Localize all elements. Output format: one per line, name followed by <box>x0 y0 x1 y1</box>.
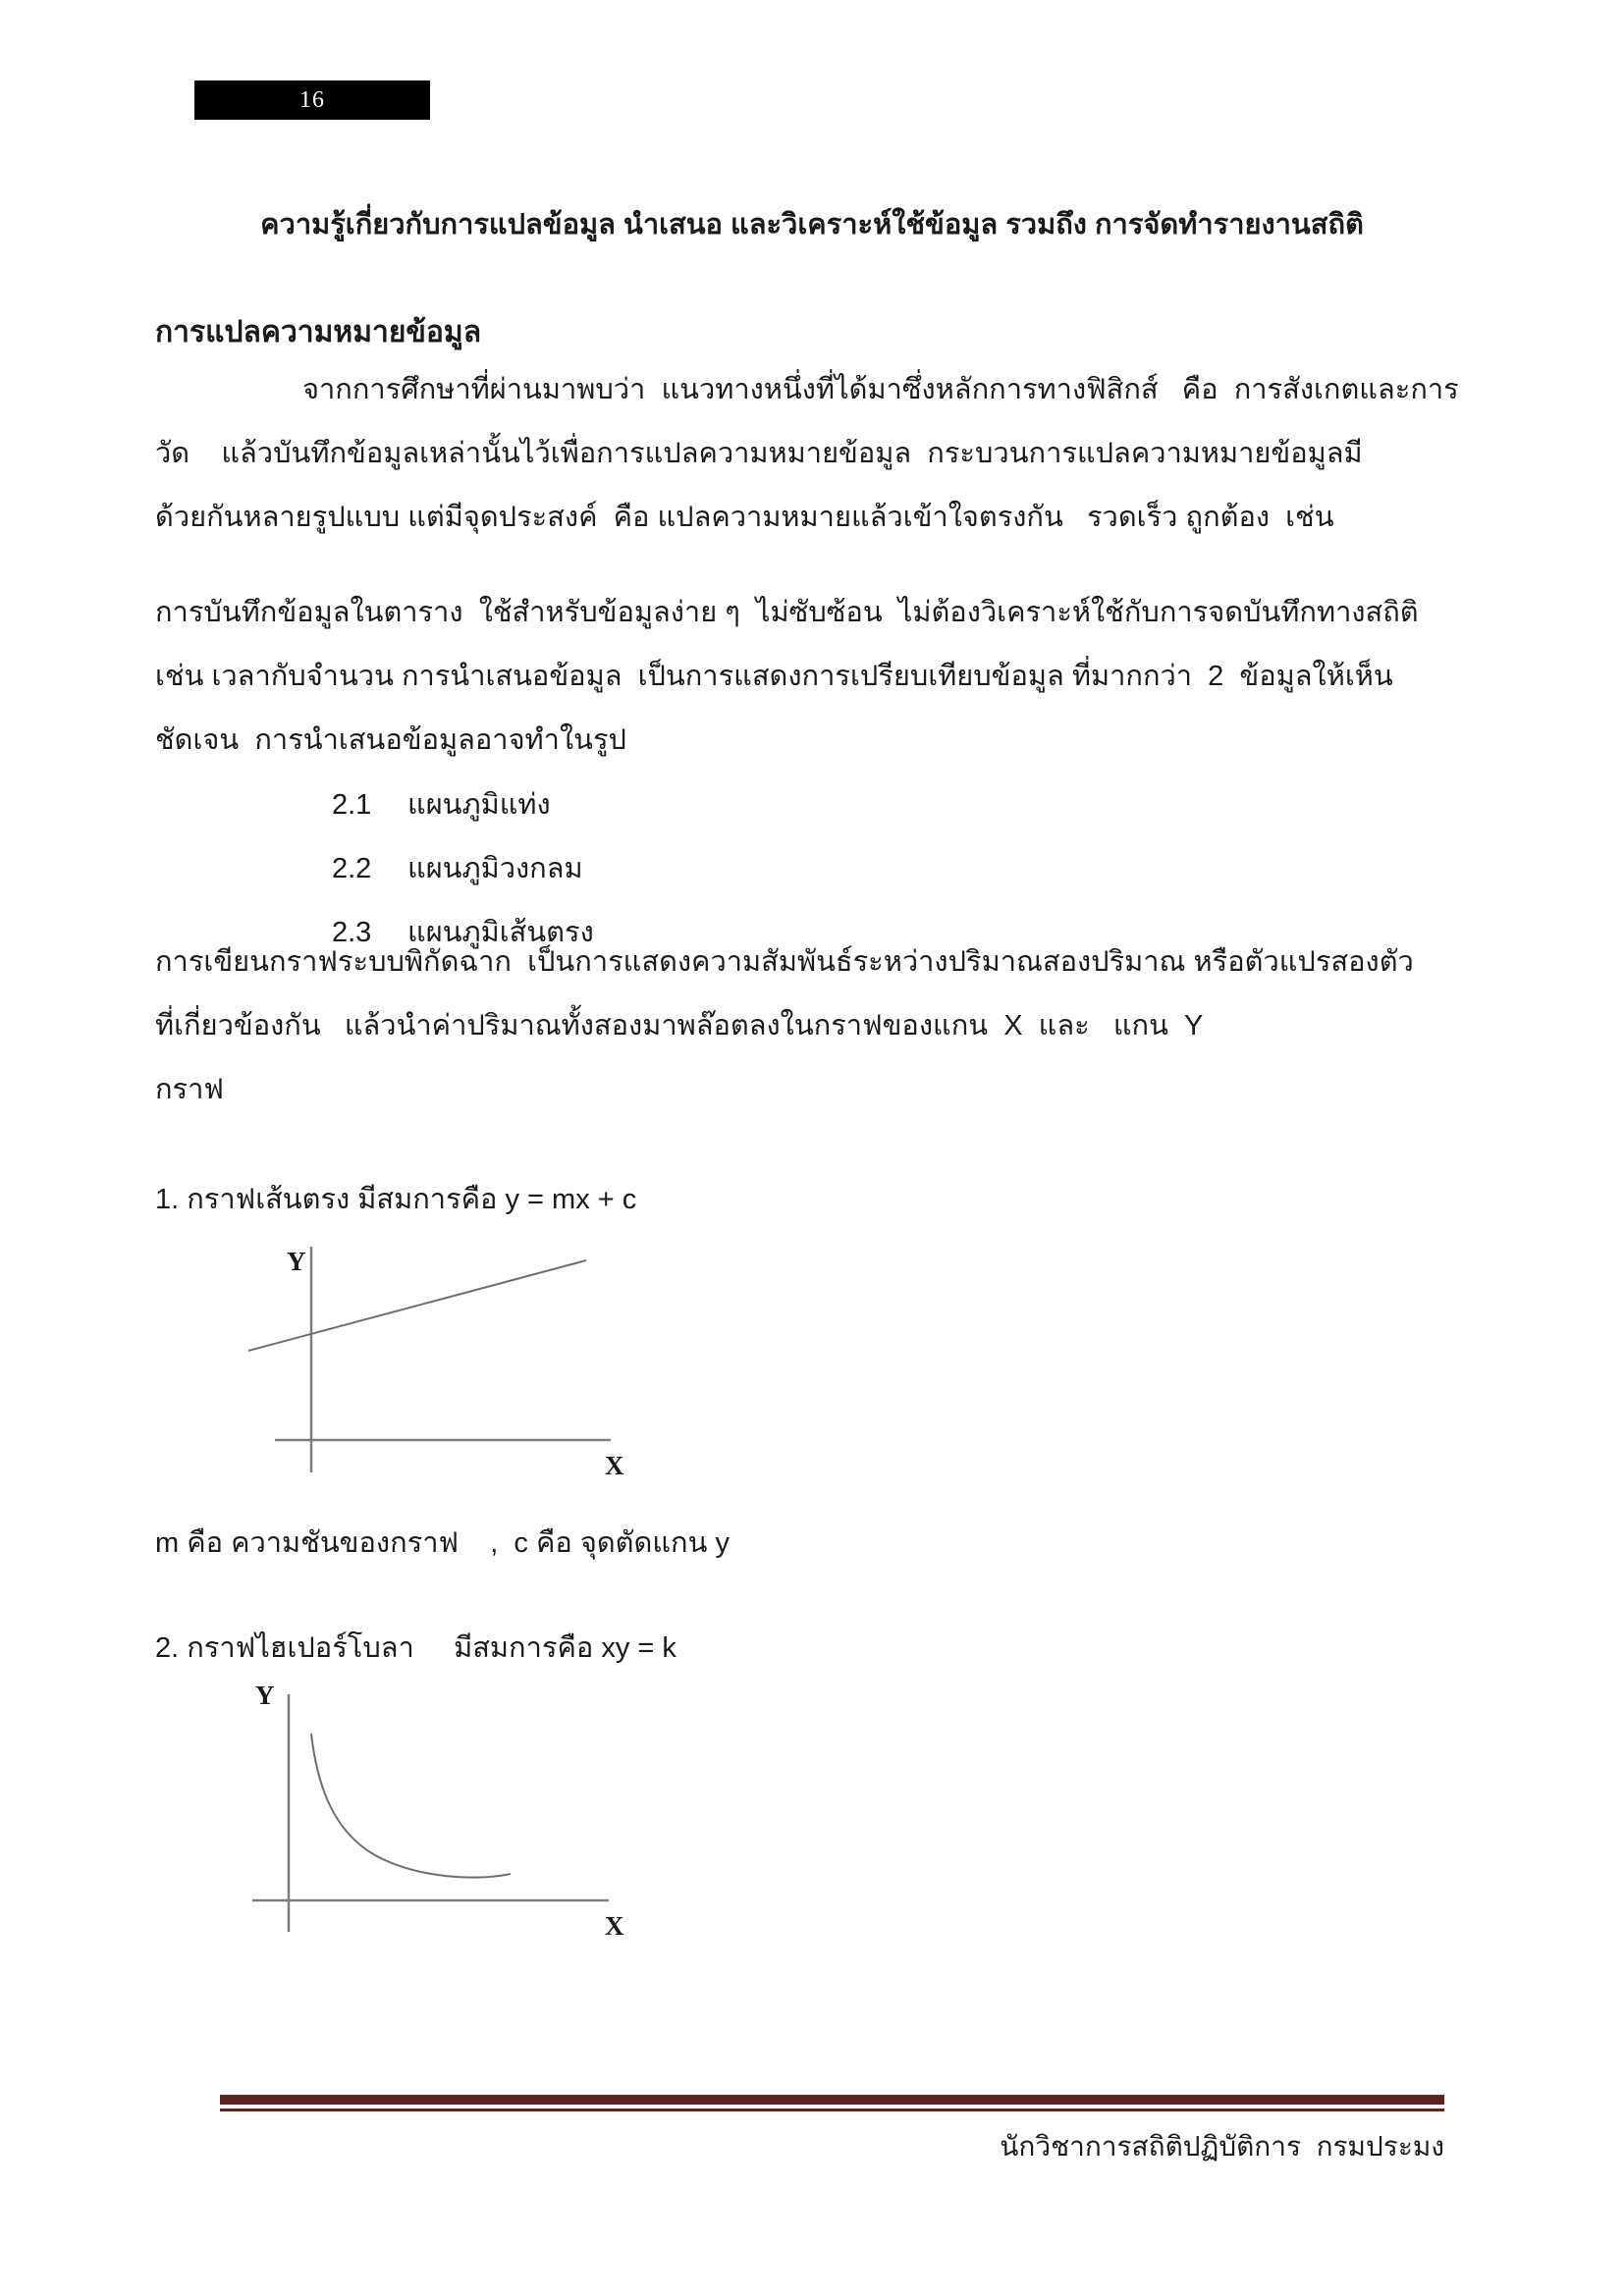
text-line: ด้วยกันหลายรูปแบบ แต่มีจุดประสงค์ คือ แปลความหมายแล้วเข้าใจตรงกัน รวดเร็ว ถูกต้อง เช่น <box>155 502 1334 533</box>
y-axis-label: Y <box>255 1681 275 1710</box>
footer-rule-thick <box>220 2095 1444 2105</box>
footer-credit: นักวิชาการสถิติปฏิบัติการ กรมประมง <box>1000 2131 1444 2162</box>
paragraph-2 <box>155 581 1476 773</box>
footer-rule-thin <box>220 2109 1444 2111</box>
paragraph-3 <box>155 931 1476 1122</box>
page-number-bar <box>194 80 430 120</box>
text-line: วัด แล้วบันทึกข้อมูลเหล่านั้นไว้เพื่อการแปลความหมายข้อมูล กระบวนการแปลความหมายข้อมูลมี <box>155 438 1363 469</box>
x-axis-label: X <box>605 1911 624 1941</box>
section-heading: การแปลความหมายข้อมูล <box>155 316 482 348</box>
slope-intercept-note: m คือ ความชันของกราฟ , c คือ จุดตัดแกน y <box>155 1527 730 1559</box>
y-axis-label: Y <box>287 1247 306 1276</box>
figure-2-caption: 2. กราฟไฮเปอร์โบลา มีสมการคือ xy = k <box>155 1632 677 1664</box>
page-number: 16 <box>299 86 325 113</box>
list-item-label: แผนภูมิแท่ง <box>407 789 551 821</box>
text-line: กราฟ <box>155 1074 224 1105</box>
hyperbola-graph-figure <box>226 1677 687 1942</box>
x-axis-label: X <box>605 1451 624 1480</box>
text-line: เช่น เวลากับจำนวน การนำเสนอข้อมูล เป็นการแสดงการเปรียบเทียบข้อมูล ที่มากกว่า 2 ข้อมูลให้เห็น <box>155 661 1393 692</box>
paragraph-1 <box>155 358 1476 550</box>
text-line: ที่เกี่ยวข้องกัน แล้วนำค่าปริมาณทั้งสองมาพล๊อตลงในกราฟของแกน X และ แกน Y <box>155 1010 1204 1041</box>
text-line: การบันทึกข้อมูลในตาราง ใช้สำหรับข้อมูลง่าย ๆ ไม่ซับซ้อน ไม่ต้องวิเคราะห์ใช้กับการจดบันทึกทางสถิติ <box>155 597 1419 628</box>
list-item <box>332 774 594 837</box>
list-item-label: แผนภูมิวงกลม <box>407 853 583 884</box>
document-title: ความรู้เกี่ยวกับการแปลข้อมูล นำเสนอ และวิเคราะห์ใช้ข้อมูล รวมถึง การจัดทำรายงานสถิติ <box>260 209 1364 240</box>
list-item <box>332 837 594 901</box>
line-graph-figure <box>226 1229 687 1494</box>
list-item-number: 2.3 <box>332 917 372 948</box>
list-item-number: 2.2 <box>332 853 372 884</box>
text-line: จากการศึกษาที่ผ่านมาพบว่า แนวทางหนึ่งที่ได้มาซึ่งหลักการทางฟิสิกส์ คือ การสังเกตและการ <box>302 374 1459 405</box>
text-line: การเขียนกราฟระบบพิกัดฉาก เป็นการแสดงความสัมพันธ์ระหว่างปริมาณสองปริมาณ หรือตัวแปรสองตัว <box>155 946 1414 978</box>
hyperbola-curve <box>311 1734 511 1878</box>
text-line: ชัดเจน การนำเสนอข้อมูลอาจทำในรูป <box>155 724 626 756</box>
list-item-number: 2.1 <box>332 789 372 821</box>
figure-1-caption: 1. กราฟเส้นตรง มีสมการคือ y = mx + c <box>155 1184 637 1215</box>
list-item-label: แผนภูมิเส้นตรง <box>407 917 594 948</box>
